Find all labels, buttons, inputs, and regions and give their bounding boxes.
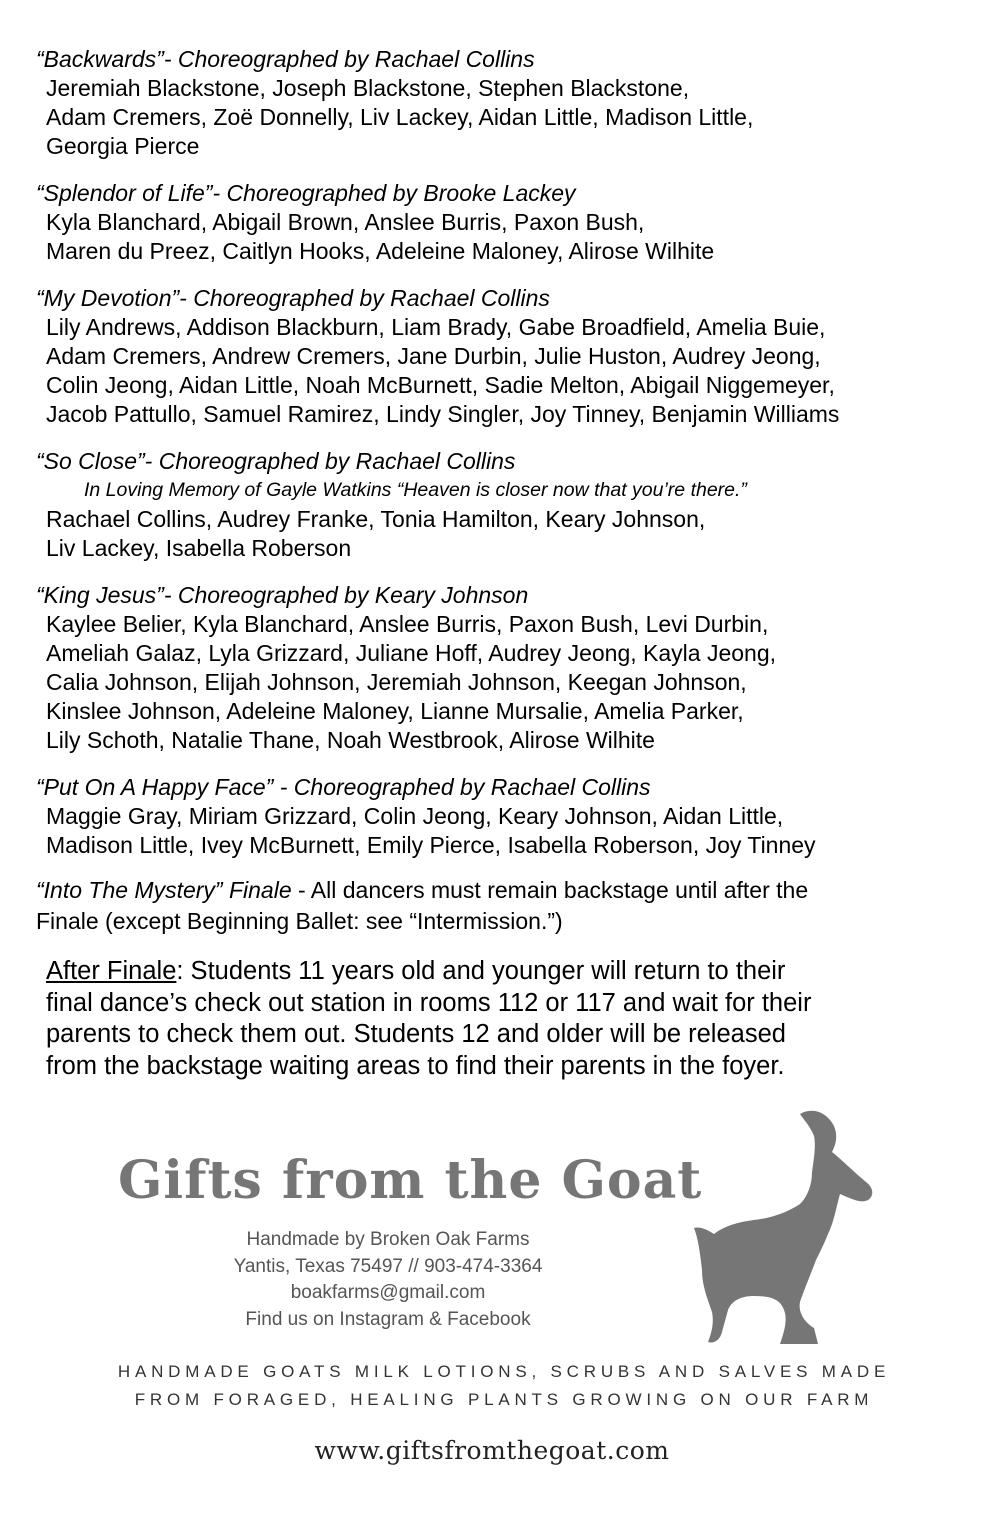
after-line: final dance’s check out station in rooms 112 or 117 and wait for their bbox=[46, 988, 812, 1017]
dancer-line: Kinslee Johnson, Adeleine Maloney, Lianne Mursalie, Amelia Parker, bbox=[46, 698, 744, 724]
dancer-list bbox=[46, 208, 986, 266]
tagline-line: HANDMADE GOATS MILK LOTIONS, SCRUBS AND SALVES MADE bbox=[117, 1362, 891, 1381]
piece-put-on-a-happy-face bbox=[36, 772, 986, 860]
piece-so-close bbox=[36, 446, 986, 563]
after-finale-instructions bbox=[46, 956, 976, 1082]
ad-info-line: Find us on Instagram & Facebook bbox=[245, 1308, 531, 1330]
goat-icon bbox=[688, 1100, 888, 1350]
dancer-line: Adam Cremers, Andrew Cremers, Jane Durbin, Julie Huston, Audrey Jeong, bbox=[46, 343, 821, 369]
piece-king-jesus bbox=[36, 580, 986, 755]
piece-splendor-of-life bbox=[36, 178, 986, 266]
dancer-line: Lily Andrews, Addison Blackburn, Liam Brady, Gabe Broadfield, Amelia Buie, bbox=[46, 314, 826, 340]
dancer-line: Maren du Preez, Caitlyn Hooks, Adeleine Maloney, Alirose Wilhite bbox=[46, 238, 715, 264]
ad-website-link[interactable]: www.giftsfromthegoat.com bbox=[314, 1436, 670, 1465]
dancer-line: Liv Lackey, Isabella Roberson bbox=[46, 535, 352, 561]
after-line: After Finale: Students 11 years old and younger will return to their bbox=[46, 957, 786, 985]
piece-title: “Splendor of Life”- Choreographed by Brooke Lackey bbox=[36, 180, 576, 206]
piece-title: “My Devotion”- Choreographed by Rachael Collins bbox=[36, 285, 550, 311]
piece-backwards bbox=[36, 44, 986, 161]
dancer-line: Madison Little, Ivey McBurnett, Emily Pierce, Isabella Roberson, Joy Tinney bbox=[46, 832, 816, 858]
ad-brand-name: Gifts from the Goat bbox=[118, 1150, 703, 1211]
piece-my-devotion bbox=[36, 283, 986, 429]
dancer-line: Georgia Pierce bbox=[46, 133, 200, 159]
dancer-list bbox=[46, 505, 986, 563]
piece-title: “Backwards”- Choreographed by Rachael Collins bbox=[36, 46, 535, 72]
dancer-line: Ameliah Galaz, Lyla Grizzard, Juliane Hoff, Audrey Jeong, Kayla Jeong, bbox=[46, 640, 777, 666]
dancer-list bbox=[46, 313, 986, 429]
dancer-line: Kaylee Belier, Kyla Blanchard, Anslee Burris, Paxon Bush, Levi Durbin, bbox=[46, 611, 769, 637]
ad-contact-info bbox=[188, 1227, 588, 1333]
program-list bbox=[36, 44, 986, 937]
memorial-dedication: In Loving Memory of Gayle Watkins “Heaven is closer now that you’re there.” bbox=[84, 479, 747, 501]
dancer-line: Maggie Gray, Miriam Grizzard, Colin Jeong, Keary Johnson, Aidan Little, bbox=[46, 803, 784, 829]
dancer-list bbox=[46, 802, 986, 860]
tagline-line: FROM FORAGED, HEALING PLANTS GROWING ON OUR FARM bbox=[134, 1390, 874, 1409]
finale-line: Finale (except Beginning Ballet: see “Intermission.”) bbox=[36, 908, 563, 934]
dancer-line: Colin Jeong, Aidan Little, Noah McBurnett, Sadie Melton, Abigail Niggemeyer, bbox=[46, 372, 835, 398]
piece-title: “Put On A Happy Face” - Choreographed by Rachael Collins bbox=[36, 774, 651, 800]
dancer-line: Lily Schoth, Natalie Thane, Noah Westbrook, Alirose Wilhite bbox=[46, 727, 655, 753]
piece-title: “King Jesus”- Choreographed by Keary Johnson bbox=[36, 582, 529, 608]
ad-info-line: boakfarms@gmail.com bbox=[290, 1282, 486, 1303]
finale-note bbox=[36, 875, 986, 937]
dancer-line: Jacob Pattullo, Samuel Ramirez, Lindy Singler, Joy Tinney, Benjamin Williams bbox=[46, 401, 840, 427]
dancer-line: Jeremiah Blackstone, Joseph Blackstone, Stephen Blackstone, bbox=[46, 75, 690, 101]
ad-info-line: Yantis, Texas 75497 // 903-474-3364 bbox=[233, 1255, 543, 1277]
after-line: parents to check them out. Students 12 and older will be released bbox=[46, 1020, 786, 1048]
dancer-list bbox=[46, 610, 986, 755]
dancer-list bbox=[46, 74, 986, 161]
finale-line: “Into The Mystery” Finale - All dancers must remain backstage until after the bbox=[36, 877, 809, 903]
dancer-line: Adam Cremers, Zoë Donnelly, Liv Lackey, Aidan Little, Madison Little, bbox=[46, 104, 754, 130]
piece-title: “So Close”- Choreographed by Rachael Collins bbox=[36, 448, 516, 474]
finale-title: “Into The Mystery” Finale bbox=[36, 877, 292, 903]
ad-tagline bbox=[0, 1358, 1008, 1414]
after-line: from the backstage waiting areas to find their parents in the foyer. bbox=[46, 1051, 785, 1080]
after-finale-label: After Finale bbox=[46, 957, 177, 985]
dancer-line: Calia Johnson, Elijah Johnson, Jeremiah Johnson, Keegan Johnson, bbox=[46, 669, 747, 695]
dancer-line: Rachael Collins, Audrey Franke, Tonia Hamilton, Keary Johnson, bbox=[46, 506, 706, 532]
dancer-line: Kyla Blanchard, Abigail Brown, Anslee Burris, Paxon Bush, bbox=[46, 209, 645, 235]
ad-info-line: Handmade by Broken Oak Farms bbox=[246, 1229, 530, 1250]
